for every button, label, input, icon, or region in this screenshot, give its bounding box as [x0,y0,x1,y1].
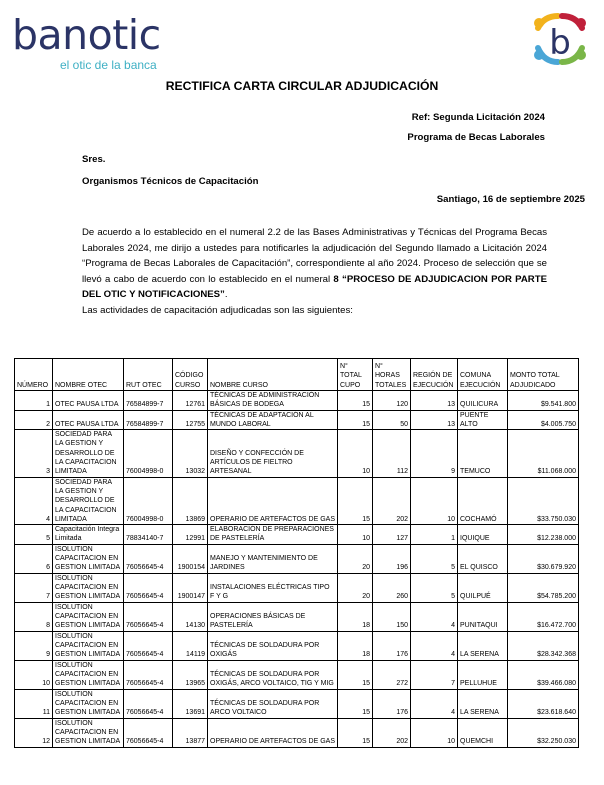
table-row [15,410,579,430]
cell-nombre-otec: ISOLUTION CAPACITACION EN GESTION LIMITADA [53,689,124,718]
cell-comuna: PUNITAQUI [458,602,508,631]
cell-monto: $9.541.800 [508,391,579,411]
table-row [15,602,579,631]
cell-monto: $23.618.640 [508,689,579,718]
cell-codigo-curso: 14130 [173,602,208,631]
cell-total-cupo: 15 [338,660,373,689]
cell-nombre-otec: ISOLUTION CAPACITACION EN GESTION LIMITADA [53,631,124,660]
cell-nombre-otec: ISOLUTION CAPACITACION EN GESTION LIMITADA [53,602,124,631]
cell-nombre-curso: OPERARIO DE ARTEFACTOS DE GAS [208,718,338,747]
awards-table [14,358,579,748]
cell-comuna: PUENTE ALTO [458,410,508,430]
cell-monto: $28.342.368 [508,631,579,660]
cell-horas-totales: 176 [373,631,411,660]
cell-comuna: QUILPUÉ [458,573,508,602]
cell-horas-totales: 50 [373,410,411,430]
cell-comuna: TEMUCO [458,430,508,477]
cell-numero: 6 [15,544,53,573]
column-header-nombre-otec: NOMBRE OTEC [53,359,124,391]
table-row [15,718,579,747]
cell-nombre-curso: INSTALACIONES ELÉCTRICAS TIPO F Y G [208,573,338,602]
cell-nombre-otec: ISOLUTION CAPACITACION EN GESTION LIMITADA [53,718,124,747]
cell-codigo-curso: 13691 [173,689,208,718]
cell-codigo-curso: 12761 [173,391,208,411]
cell-horas-totales: 260 [373,573,411,602]
cell-monto: $32.250.030 [508,718,579,747]
cell-region: 13 [411,391,458,411]
cell-codigo-curso: 12991 [173,525,208,545]
table-header-row [15,359,579,391]
document-title: RECTIFICA CARTA CIRCULAR ADJUDICACIÓN [165,79,439,93]
banotic-logo [12,11,161,72]
table-row [15,689,579,718]
cell-rut-otec: 76056645-4 [124,689,173,718]
cell-total-cupo: 15 [338,410,373,430]
cell-comuna: LA SERENA [458,689,508,718]
cell-monto: $4.005.750 [508,410,579,430]
column-header-numero: NÚMERO [15,359,53,391]
table-row [15,544,579,573]
cell-total-cupo: 20 [338,573,373,602]
cell-numero: 7 [15,573,53,602]
cell-codigo-curso: 13877 [173,718,208,747]
column-header-region: REGIÓN DE EJECUCIÓN [411,359,458,391]
table-row [15,525,579,545]
cell-total-cupo: 15 [338,718,373,747]
cell-nombre-curso: TÉCNICAS DE ADAPTACIÓN AL MUNDO LABORAL [208,410,338,430]
cell-total-cupo: 20 [338,544,373,573]
cell-region: 13 [411,410,458,430]
column-header-total-cupo: N° TOTAL CUPO [338,359,373,391]
cell-codigo-curso: 14119 [173,631,208,660]
cell-horas-totales: 112 [373,430,411,477]
cell-rut-otec: 76056645-4 [124,602,173,631]
cell-numero: 8 [15,602,53,631]
cell-nombre-otec: OTEC PAUSA LTDA [53,391,124,411]
cell-numero: 5 [15,525,53,545]
cell-region: 4 [411,689,458,718]
cell-monto: $16.472.700 [508,602,579,631]
cell-nombre-otec: SOCIEDAD PARA LA GESTION Y DESARROLLO DE LA CAPACITACION LIMITADA [53,430,124,477]
cell-numero: 1 [15,391,53,411]
cell-rut-otec: 76004998-0 [124,430,173,477]
cell-nombre-otec: ISOLUTION CAPACITACION EN GESTION LIMITADA [53,660,124,689]
column-header-monto: MONTO TOTAL ADJUDICADO [508,359,579,391]
cell-total-cupo: 18 [338,631,373,660]
column-header-comuna: COMUNA EJECUCIÓN [458,359,508,391]
column-header-rut-otec: RUT OTEC [124,359,173,391]
cell-nombre-otec: ISOLUTION CAPACITACION EN GESTION LIMITADA [53,573,124,602]
cell-monto: $30.679.920 [508,544,579,573]
cell-rut-otec: 76056645-4 [124,573,173,602]
cell-codigo-curso: 1900154 [173,544,208,573]
cell-total-cupo: 15 [338,391,373,411]
cell-codigo-curso: 12755 [173,410,208,430]
cell-rut-otec: 76584899-7 [124,391,173,411]
cell-region: 9 [411,430,458,477]
cell-horas-totales: 196 [373,544,411,573]
cell-nombre-curso: TÉCNICAS DE ADMINISTRACIÓN BÁSICAS DE BODEGA [208,391,338,411]
cell-region: 7 [411,660,458,689]
cell-comuna: COCHAMÓ [458,477,508,524]
salutation: Sres. [82,154,106,165]
cell-rut-otec: 76056645-4 [124,660,173,689]
column-header-nombre-curso: NOMBRE CURSO [208,359,338,391]
cell-nombre-curso: DISEÑO Y CONFECCIÓN DE ARTÍCULOS DE FIELTRO ARTESANAL [208,430,338,477]
logo-wordmark: banotic [12,11,161,59]
cell-numero: 12 [15,718,53,747]
cell-horas-totales: 127 [373,525,411,545]
cell-rut-otec: 76056645-4 [124,631,173,660]
cell-nombre-curso: MANEJO Y MANTENIMIENTO DE JARDINES [208,544,338,573]
cell-nombre-otec: OTEC PAUSA LTDA [53,410,124,430]
cell-region: 1 [411,525,458,545]
cell-nombre-otec: Capacitación Integra Limitada [53,525,124,545]
cell-numero: 11 [15,689,53,718]
table-row [15,430,579,477]
cell-horas-totales: 202 [373,718,411,747]
cell-nombre-curso: OPERARIO DE ARTEFACTOS DE GAS [208,477,338,524]
table-row [15,477,579,524]
cell-codigo-curso: 13032 [173,430,208,477]
cell-rut-otec: 76056645-4 [124,718,173,747]
recipient: Organismos Técnicos de Capacitación [82,176,259,187]
cell-total-cupo: 15 [338,689,373,718]
cell-horas-totales: 272 [373,660,411,689]
paragraph-end: . [224,289,228,301]
table-row [15,573,579,602]
paragraph-text: De acuerdo a lo establecido en el numeral 2.2 de las Bases Administrativas y Técnicas del Programa Becas Laborales 2024, me dirijo a ustedes para notificarles la adjudicación del Segundo llamado a Licitación 2024 “Programa de Becas Laborales de Capacitación”, correspondiente al año 2024. Proceso de selección que se llevó a cabo de acuerdo con lo establecido en el numeral [82,227,547,285]
cell-rut-otec: 78834140-7 [124,525,173,545]
cell-horas-totales: 176 [373,689,411,718]
cell-region: 5 [411,573,458,602]
cell-comuna: QUILICURA [458,391,508,411]
cell-numero: 9 [15,631,53,660]
program-line: Programa de Becas Laborales [407,132,545,143]
cell-codigo-curso: 13965 [173,660,208,689]
logo-mark-letter: b [549,23,571,63]
cell-horas-totales: 120 [373,391,411,411]
cell-comuna: QUEMCHI [458,718,508,747]
body-paragraph [82,225,547,303]
date-line: Santiago, 16 de septiembre 2025 [436,194,585,205]
cell-rut-otec: 76004998-0 [124,477,173,524]
paragraph-bold: 8 “PROCESO DE ADJUDICACION POR PARTE DEL OTIC Y NOTIFICACIONES” [82,273,547,301]
cell-codigo-curso: 13869 [173,477,208,524]
cell-nombre-curso: ELABORACIÓN DE PREPARACIONES DE PASTELERÍA [208,525,338,545]
cell-region: 10 [411,477,458,524]
cell-total-cupo: 15 [338,477,373,524]
cell-horas-totales: 202 [373,477,411,524]
reference-line: Ref: Segunda Licitación 2024 [411,112,545,123]
cell-region: 4 [411,602,458,631]
cell-comuna: LA SERENA [458,631,508,660]
cell-codigo-curso: 1900147 [173,573,208,602]
cell-nombre-curso: OPERACIONES BÁSICAS DE PASTELERÍA [208,602,338,631]
cell-numero: 10 [15,660,53,689]
table-row [15,391,579,411]
cell-monto: $54.785.200 [508,573,579,602]
cell-horas-totales: 150 [373,602,411,631]
cell-region: 4 [411,631,458,660]
cell-monto: $33.750.030 [508,477,579,524]
cell-nombre-curso: TÉCNICAS DE SOLDADURA POR OXIGÁS [208,631,338,660]
cell-region: 5 [411,544,458,573]
cell-comuna: IQUIQUE [458,525,508,545]
table-row [15,660,579,689]
cell-comuna: PELLUHUE [458,660,508,689]
cell-region: 10 [411,718,458,747]
cell-nombre-otec: SOCIEDAD PARA LA GESTION Y DESARROLLO DE LA CAPACITACION LIMITADA [53,477,124,524]
cell-numero: 3 [15,430,53,477]
cell-comuna: EL QUISCO [458,544,508,573]
cell-total-cupo: 10 [338,430,373,477]
cell-monto: $39.466.080 [508,660,579,689]
cell-monto: $12.238.000 [508,525,579,545]
cell-rut-otec: 76056645-4 [124,544,173,573]
cell-numero: 2 [15,410,53,430]
cell-total-cupo: 18 [338,602,373,631]
table-row [15,631,579,660]
banotic-emblem-icon [530,10,590,68]
logo-tagline: el otic de la banca [60,58,157,72]
cell-total-cupo: 10 [338,525,373,545]
cell-rut-otec: 76584899-7 [124,410,173,430]
column-header-codigo-curso: CÓDIGO CURSO [173,359,208,391]
column-header-horas-totales: N° HORAS TOTALES [373,359,411,391]
cell-monto: $11.068.000 [508,430,579,477]
table-intro: Las actividades de capacitación adjudicadas son las siguientes: [82,305,353,316]
cell-nombre-curso: TÉCNICAS DE SOLDADURA POR ARCO VOLTAICO [208,689,338,718]
cell-numero: 4 [15,477,53,524]
cell-nombre-otec: ISOLUTION CAPACITACION EN GESTION LIMITADA [53,544,124,573]
cell-nombre-curso: TÉCNICAS DE SOLDADURA POR OXIGÁS, ARCO VOLTAICO, TIG Y MIG [208,660,338,689]
